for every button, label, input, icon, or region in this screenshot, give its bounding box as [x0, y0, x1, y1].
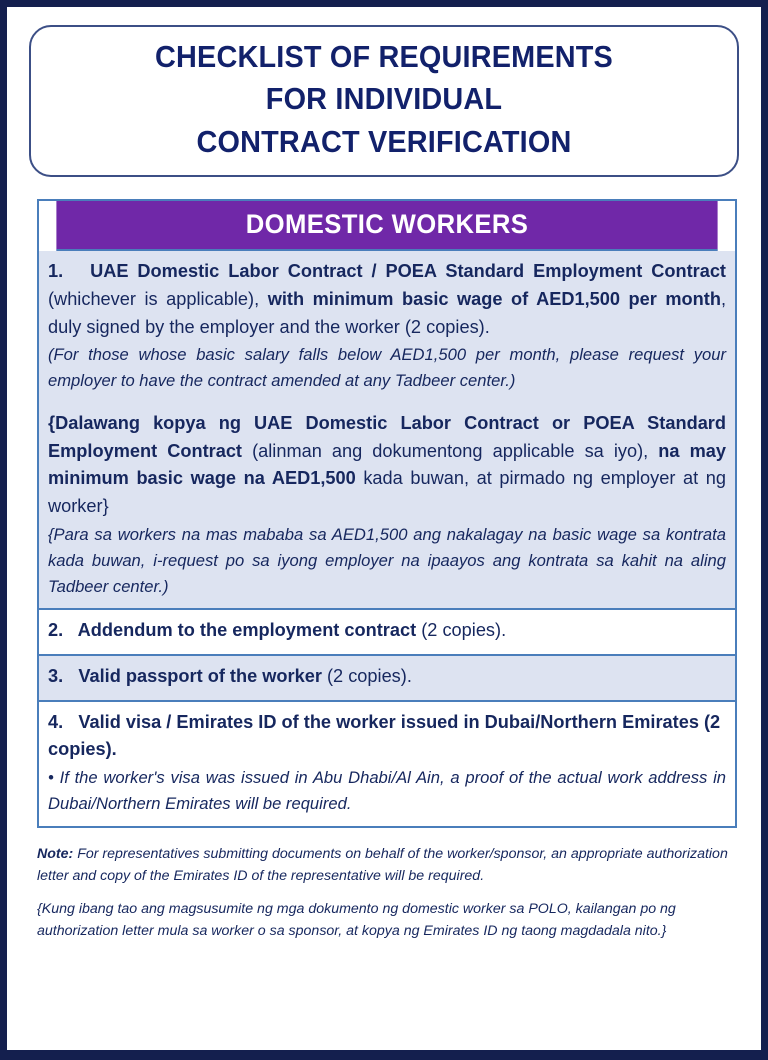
requirement-4-note: • If the worker's visa was issued in Abu Dhabi/Al Ain, a proof of the actual work address in Dubai/Northern Emirates will be required.: [48, 768, 726, 813]
requirement-2-bold: Addendum to the employment contract: [77, 620, 417, 641]
requirement-3-normal: (2 copies).: [321, 666, 412, 687]
paragraph-spacer: [48, 394, 726, 410]
requirement-row-4: [39, 702, 735, 826]
page-title-line-2: FOR INDIVIDUAL: [265, 81, 503, 117]
requirement-1-number: 1.: [48, 261, 64, 282]
page-title-line-3: CONTRACT VERIFICATION: [196, 123, 572, 159]
requirement-3-text: [48, 663, 726, 691]
requirement-4-number: 4.: [48, 711, 64, 732]
requirement-1-normal-a: (whichever is applicable),: [48, 289, 268, 310]
footer-note-label: Note:: [37, 845, 74, 862]
footer-note-tagalog: {Kung ibang tao ang magsusumite ng mga dokumento ng domestic worker sa POLO, kailangan po ng authorization letter mula sa worker o sa sponsor, at kopya ng Emirates ID ng taong magdadala nito.}: [37, 900, 676, 939]
requirement-4-bold: Valid visa / Emirates ID of the worker issued in Dubai/Northern Emirates (2 copies).: [48, 711, 721, 760]
requirement-1-tagalog: [48, 410, 726, 521]
footer-note-english-text: For representatives submitting documents on behalf of the worker/sponsor, an appropriate authorization letter and copy of the Emirates ID of the representative will be required.: [37, 845, 728, 884]
requirement-1-tl-normal-b: kada buwan, at pirmado ng employer at ng worker}: [48, 468, 726, 517]
requirement-3-bold: Valid passport of the worker: [78, 666, 322, 687]
page-title-line-1: CHECKLIST OF REQUIREMENTS: [155, 39, 613, 74]
footer-note-english: [37, 843, 735, 887]
page-title-box: [29, 25, 739, 177]
requirement-2-normal: (2 copies).: [416, 620, 507, 641]
requirements-table: [37, 199, 737, 827]
section-header-domestic-workers: DOMESTIC WORKERS: [56, 201, 717, 251]
footer-note: [37, 843, 735, 942]
requirement-row-2: [39, 610, 735, 656]
requirement-row-1: [39, 251, 735, 610]
requirement-2-number: 2.: [48, 620, 64, 641]
requirement-2-text: [48, 617, 726, 645]
requirement-1-tl-bold-b: na may minimum basic wage na AED1,500: [48, 440, 726, 489]
requirement-1-bold-a: UAE Domestic Labor Contract / POEA Standard Employment Contract: [90, 261, 726, 282]
requirement-1-tl-normal-a: (alinman ang dokumentong applicable sa iyo),: [242, 440, 659, 461]
requirement-1-tagalog-note: {Para sa workers na mas mababa sa AED1,500 ang nakalagay na basic wage sa kontrata kada buwan, i-request po sa iyong employer na ipaayos ang kontrata sa kahit na aling Tadbeer center.): [48, 524, 726, 596]
requirement-row-3: [39, 656, 735, 702]
requirement-1-english-note: (For those whose basic salary falls below AED1,500 per month, please request your employer to have the contract amended at any Tadbeer center.): [48, 345, 726, 391]
requirement-1-english: [48, 258, 726, 341]
requirement-3-number: 3.: [48, 666, 64, 687]
requirement-4-text: [48, 709, 726, 764]
requirement-1-normal-b: , duly signed by the employer and the worker (2 copies).: [48, 289, 726, 337]
requirement-1-bold-b: with minimum basic wage of AED1,500 per month: [267, 289, 721, 310]
requirement-1-tl-bold-a: {Dalawang kopya ng UAE Domestic Labor Contract or POEA Standard Employment Contract: [48, 413, 726, 461]
